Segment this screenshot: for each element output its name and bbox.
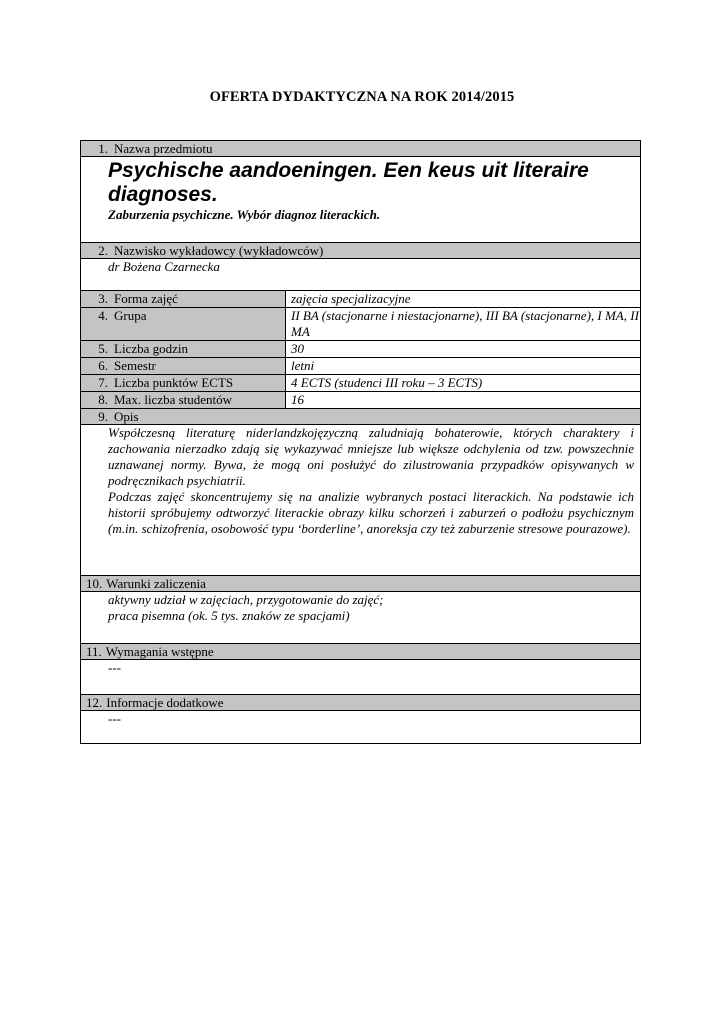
field-number: 3. bbox=[98, 291, 108, 306]
field-label: Max. liczba studentów bbox=[114, 392, 233, 407]
conditions-content-row bbox=[81, 592, 641, 644]
subject-subtitle: Zaburzenia psychiczne. Wybór diagnoz literackich. bbox=[108, 207, 381, 222]
document-title: OFERTA DYDAKTYCZNA NA ROK 2014/2015 bbox=[209, 89, 515, 105]
additional-info-value: --- bbox=[81, 711, 641, 744]
condition-line: praca pisemna (ok. 5 tys. znaków ze spacjami) bbox=[108, 608, 350, 623]
section-header-subject bbox=[81, 141, 641, 157]
field-number: 4. bbox=[98, 308, 108, 323]
requirements-value: --- bbox=[81, 660, 641, 695]
field-label: Grupa bbox=[114, 308, 147, 323]
subject-content-row bbox=[81, 157, 641, 243]
field-number: 5. bbox=[98, 341, 108, 356]
field-value: zajęcia specjalizacyjne bbox=[286, 291, 641, 308]
field-row-hours bbox=[81, 341, 641, 358]
field-value: 16 bbox=[286, 392, 641, 409]
section-label: Informacje dodatkowe bbox=[106, 695, 224, 710]
condition-line: aktywny udział w zajęciach, przygotowanie do zajęć; bbox=[108, 592, 384, 607]
description-paragraph: Podczas zajęć skoncentrujemy się na analizie wybranych postaci literackich. Na podstawie ich historii spróbujemy odtworzyć literackie obrazy kilku schorzeń i zaburzeń o podłożu psychicznym (m.in. schizofrenia, osobowość typu ‘borderline’, anoreksja czy też zaburzenie stresowe pourazowe). bbox=[108, 489, 635, 536]
requirements-content-row bbox=[81, 660, 641, 695]
section-number: 12. bbox=[86, 695, 103, 710]
section-header-requirements bbox=[81, 644, 641, 660]
section-label: Nazwisko wykładowcy (wykładowców) bbox=[114, 243, 324, 258]
section-number: 1. bbox=[98, 141, 108, 156]
field-number: 6. bbox=[98, 358, 108, 373]
section-number: 10. bbox=[86, 576, 103, 591]
section-number: 11. bbox=[86, 644, 102, 659]
field-value: II BA (stacjonarne i niestacjonarne), III BA (stacjonarne), I MA, II MA bbox=[286, 308, 641, 341]
section-header-conditions bbox=[81, 576, 641, 592]
field-label: Liczba godzin bbox=[114, 341, 188, 356]
section-label: Opis bbox=[114, 409, 139, 424]
field-number: 7. bbox=[98, 375, 108, 390]
field-value: 4 ECTS (studenci III roku – 3 ECTS) bbox=[286, 375, 641, 392]
section-number: 9. bbox=[98, 409, 108, 424]
lecturer-name: dr Bożena Czarnecka bbox=[81, 259, 641, 291]
section-label: Warunki zaliczenia bbox=[106, 576, 206, 591]
section-header-description bbox=[81, 409, 641, 425]
field-row-max-students bbox=[81, 392, 641, 409]
field-row-form bbox=[81, 291, 641, 308]
field-label: Semestr bbox=[114, 358, 156, 373]
description-content-row bbox=[81, 425, 641, 576]
field-number: 8. bbox=[98, 392, 108, 407]
field-row-ects bbox=[81, 375, 641, 392]
field-value: letni bbox=[286, 358, 641, 375]
field-label: Liczba punktów ECTS bbox=[114, 375, 234, 390]
additional-info-content-row bbox=[81, 711, 641, 744]
subject-title: Psychische aandoeningen. Een keus uit literaire diagnoses. bbox=[108, 159, 589, 206]
section-label: Nazwa przedmiotu bbox=[114, 141, 213, 156]
description-paragraph: Współczesną literaturę niderlandzkojęzyczną zaludniają bohaterowie, których charaktery i zachowania nierzadko zdają się wykazywać mniejsze lub większe odchylenia od tzw. powszechnie uznawanej normy. Bywa, że mogą oni posłużyć do zilustrowania przypadków opisywanych w podręcznikach psychiatrii. bbox=[108, 425, 635, 488]
lecturer-content-row bbox=[81, 259, 641, 291]
field-row-semester bbox=[81, 358, 641, 375]
section-header-additional-info bbox=[81, 695, 641, 711]
section-header-lecturer bbox=[81, 243, 641, 259]
section-number: 2. bbox=[98, 243, 108, 258]
field-label: Forma zajęć bbox=[114, 291, 178, 306]
course-offer-table bbox=[80, 140, 641, 744]
section-label: Wymagania wstępne bbox=[105, 644, 214, 659]
field-row-group bbox=[81, 308, 641, 341]
field-value: 30 bbox=[286, 341, 641, 358]
